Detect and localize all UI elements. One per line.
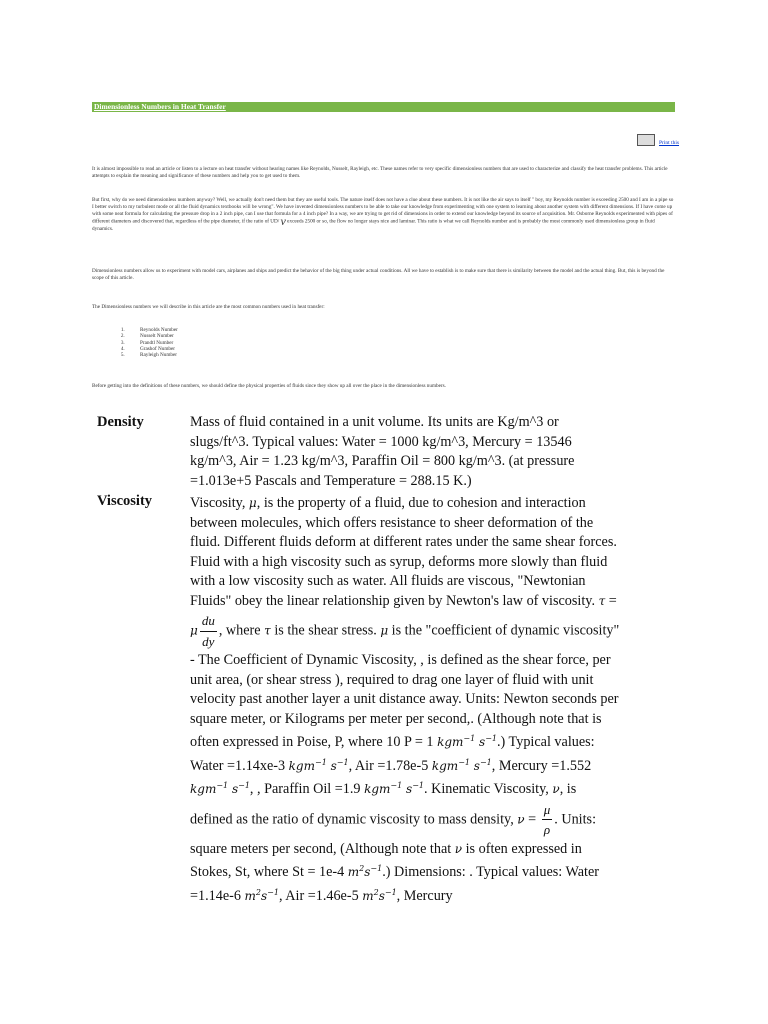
intro-paragraph-5: Before getting into the definitions of these numbers, we should define the physical properties of fluids since they show up all over the place in the dimensionless numbers. [92, 383, 446, 389]
intro-paragraph-3: Dimensionless numbers allow us to experiment with model cars, airplanes and ships and predict the behavior of the big thing under actual conditions. All we have to establish is to make sure that there is similarity between the model and the actual thing. But, this is beyond the scope of this article. [92, 268, 665, 281]
numbers-list [116, 327, 178, 358]
list-item: 4. Grashof Number [126, 346, 178, 352]
newton-law-formula: $\frac{du}{dy}$ [201, 613, 215, 649]
intro-paragraph-1: It is almost impossible to read an article or listen to a lecture on heat transfer without hearing names like Reynolds, Nusselt, Rayleigh, etc. These names refer to very specific dimensionless numbers that are used to characterize and classify the heat transfer problems. This article attempts to explain the meaning and significance of these numbers and help you to get used to them. [92, 166, 668, 179]
density-term: Density [97, 414, 144, 430]
page-title[interactable]: Dimensionless Numbers in Heat Transfer [94, 102, 226, 111]
nu-symbol: ν [280, 214, 286, 228]
print-label[interactable]: Print this [659, 140, 680, 146]
viscosity-definition: Viscosity, μ, is the property of a fluid, due to cohesion and interaction between molecules, which offers resistance to sheer deformation of the fluid. Different fluids deform at different rates under the same shear forces. Fluid with a high viscosity such as syrup, deforms more slowly than fluid with a low viscosity such as water. All fluids are viscous, "Newtonian Fluids" obey the linear relationship given by Newton's law of viscosity. τ = μ $\frac{du}{dy}$ , where τ is the shear stress. μ is the "coefficient of dynamic viscosity" - The Coefficient of Dynamic Viscosity, , is defined as the shear force, per unit area, (or shear stress ), required to drag one layer of fluid with unit velocity past another layer a unit distance away. Units: Newton seconds per square meter, or Kilograms per meter per second,. (Although note that is often expressed in Poise, P, where 10 P = 1 kgm$^{-1}$ $s^{-1}$.) Typical values: Water =1.14xe-3 kgm$^{-1}$ $s^{-1}$, Air =1.78e-5 kgm$^{-1}$ $s^{-1}$, Mercury =1.552 kgm$^{-1}$ $s^{-1}$, , Paraffin Oil =1.9 kgm$^{-1}$ $s^{-1}$. Kinematic Viscosity, ν, is defined as the ratio of dynamic viscosity to mass density, ν = $\frac{\mu}{\rho}$ . Units: square meters per second, (Although note that ν is often expressed in Stokes, St, where St = 1e-4 $m^2s^{-1}$.) Dimensions: . Typical values: Water =1.14e-6 $m^2s^{-1}$, Air =1.46e-5 $m^2s^{-1}$, Mercury [190, 495, 620, 904]
viscosity-term: Viscosity [97, 493, 153, 509]
printer-icon [637, 134, 655, 146]
title-bar [92, 102, 675, 112]
list-item: 3. Prandtl Number [126, 340, 178, 346]
kinematic-formula: $\frac{\mu}{\rho}$ [543, 801, 551, 837]
list-item: 2. Nusselt Number [126, 333, 178, 339]
density-definition: Mass of fluid contained in a unit volume. Its units are Kg/m^3 or slugs/ft^3. Typical values: Water = 1000 kg/m^3, Mercury = 13546 kg/m^3, Air = 1.23 kg/m^3, Paraffin Oil = 800 kg/m^3. (at pressure =1.013e+5 Pascals and Temperature = 288.15 K.) [190, 414, 575, 489]
intro-paragraph-2: But first, why do we need dimensionless numbers anyway? Well, we actually don't need them but they are useful tools. The nature itself does not have a clue about these numbers. It is not like the air says to itself " boy, my Reynolds number is exceeding 2500 and I am in a pipe so I better switch to my turbulent mode or all the fluid dynamics textbooks will be wrong". We have invented dimensionless numbers to be able to take our knowledge from experimenting with one system to learning about another system with different dimensions. If I have come up with some neat formula for calculating the pressure drop in a 2 inch pipe, can I use that formula for a 4 inch pipe? In a way, we are trying to get rid of dimensions in order to extend our knowledge beyond its source of acquisition. Mr. Osborne Reynolds experimented with pipes of different diameters and discovered that, regardless of the pipe diameter, if the ratio of UD/ ν exceeds 2500 or so, the flow no longer stays nice and laminar. This ratio is what we call Reynolds number and is probably the most commonly used dimensionless group in fluid dynamics. [92, 197, 674, 232]
print-link[interactable] [637, 131, 679, 149]
list-item: 1. Reynolds Number [126, 327, 178, 333]
intro-paragraph-4: The Dimensionless numbers we will describe in this article are the most common numbers used in heat transfer: [92, 304, 325, 310]
list-item: 5. Rayleigh Number [126, 352, 178, 358]
